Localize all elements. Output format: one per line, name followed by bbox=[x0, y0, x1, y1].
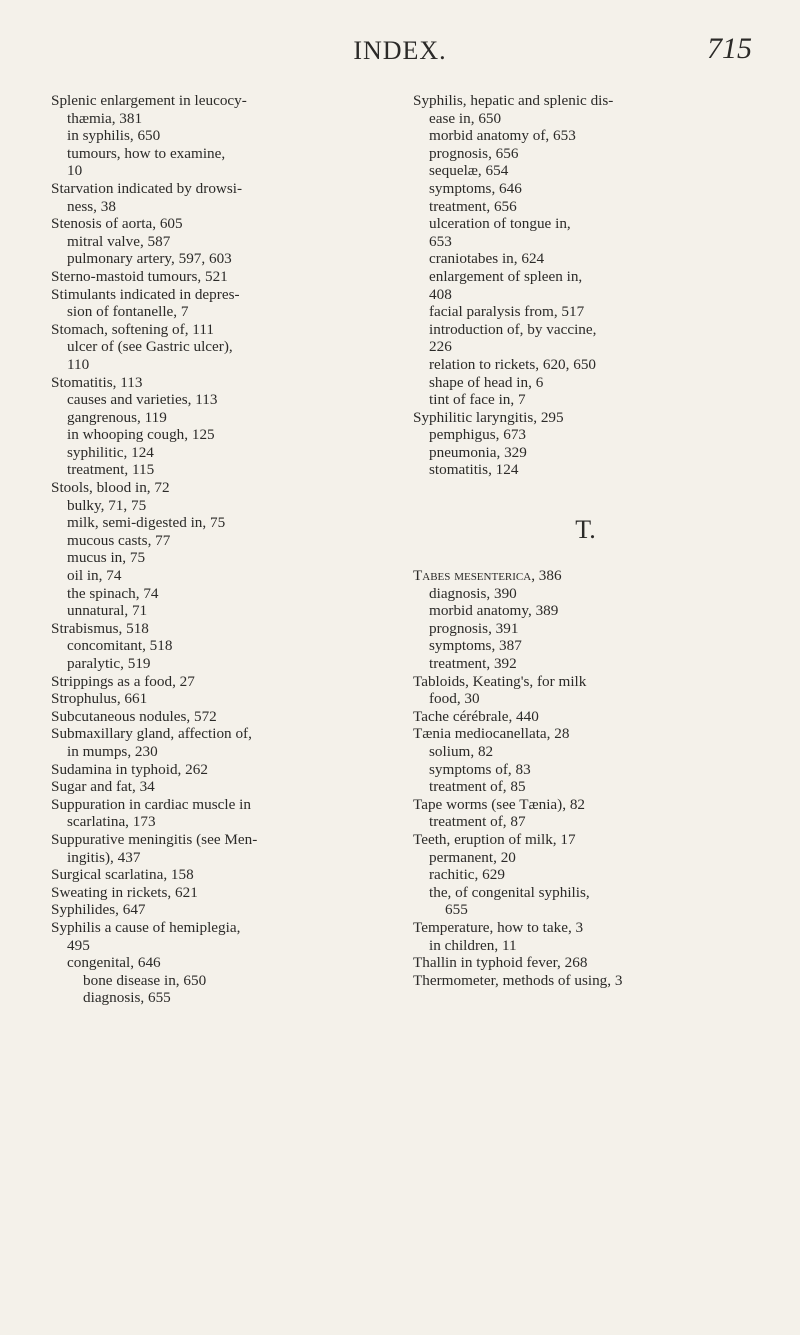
index-subentry: 408 bbox=[429, 285, 452, 303]
index-subentry: 655 bbox=[445, 901, 468, 919]
index-entry: Strophulus, 661 bbox=[51, 690, 148, 708]
index-entries-s bbox=[413, 92, 758, 479]
index-subentry: relation to rickets, 620, 650 bbox=[429, 355, 597, 373]
index-subentry: craniotabes in, 624 bbox=[429, 250, 545, 268]
index-entry: Sugar and fat, 34 bbox=[51, 778, 155, 796]
index-entry: Stomach, softening of, 111 bbox=[51, 320, 214, 338]
index-subentry: syphilitic, 124 bbox=[67, 443, 154, 461]
index-subentry: 653 bbox=[429, 232, 452, 250]
index-subentry: introduction of, by vaccine, bbox=[429, 320, 597, 338]
index-subentry: food, 30 bbox=[429, 690, 480, 708]
index-subentry: mucus in, 75 bbox=[67, 549, 146, 567]
index-subentry: pneumonia, 329 bbox=[429, 443, 527, 461]
index-subentry: 495 bbox=[67, 936, 90, 954]
index-subentry: tint of face in, 7 bbox=[429, 391, 526, 409]
index-subentry: permanent, 20 bbox=[429, 848, 516, 866]
index-entry: Tabes mesenterica, 386 bbox=[413, 567, 562, 585]
index-subentry: pulmonary artery, 597, 603 bbox=[67, 250, 232, 268]
index-entry: Temperature, how to take, 3 bbox=[413, 918, 584, 936]
index-subentry: concomitant, 518 bbox=[67, 637, 173, 655]
index-subentry: mitral valve, 587 bbox=[67, 232, 171, 250]
index-subentry: treatment, 392 bbox=[429, 655, 517, 673]
index-subentry: 226 bbox=[429, 338, 452, 356]
index-subentry: mucous casts, 77 bbox=[67, 531, 171, 549]
index-subentry: diagnosis, 655 bbox=[83, 989, 171, 1007]
index-subentry: ness, 38 bbox=[67, 197, 116, 215]
index-subentry: tumours, how to examine, bbox=[67, 144, 226, 162]
index-subentry: in syphilis, 650 bbox=[67, 127, 161, 145]
index-subentry: oil in, 74 bbox=[67, 567, 122, 585]
index-entry: Stenosis of aorta, 605 bbox=[51, 215, 183, 233]
index-subentry: thæmia, 381 bbox=[67, 109, 143, 127]
index-subentry: enlargement of spleen in, bbox=[429, 267, 583, 285]
index-entry: Tænia mediocanellata, 28 bbox=[413, 725, 570, 743]
index-subentry: treatment of, 85 bbox=[429, 778, 526, 796]
index-entry: Suppurative meningitis (see Men- bbox=[51, 830, 258, 848]
index-subentry: morbid anatomy of, 653 bbox=[429, 127, 576, 145]
index-entry: Syphilitic laryngitis, 295 bbox=[413, 408, 564, 426]
index-subentry: ulceration of tongue in, bbox=[429, 215, 571, 233]
index-entry: Stools, blood in, 72 bbox=[51, 479, 170, 497]
index-subentry: symptoms, 646 bbox=[429, 179, 522, 197]
index-subentry: in children, 11 bbox=[429, 936, 517, 954]
index-subentry: in whooping cough, 125 bbox=[67, 426, 215, 444]
section-letter: T. bbox=[575, 515, 596, 545]
index-subentry: ulcer of (see Gastric ulcer), bbox=[67, 338, 233, 356]
index-subentry: solium, 82 bbox=[429, 743, 494, 760]
index-entry: Subcutaneous nodules, 572 bbox=[51, 707, 217, 725]
index-entry: Thermometer, methods of using, 3 bbox=[413, 971, 623, 989]
index-subentry: prognosis, 391 bbox=[429, 619, 519, 637]
index-entry: Submaxillary gland, affection of, bbox=[51, 725, 252, 743]
index-subentry: sion of fontanelle, 7 bbox=[67, 303, 189, 321]
index-entry: Tape worms (see Tænia), 82 bbox=[413, 795, 586, 813]
index-subentry: facial paralysis from, 517 bbox=[429, 303, 585, 321]
index-subentry: the, of congenital syphilis, bbox=[429, 883, 590, 901]
index-subentry: morbid anatomy, 389 bbox=[429, 602, 559, 620]
index-subentry: treatment, 656 bbox=[429, 197, 517, 215]
index-subentry: ingitis), 437 bbox=[67, 848, 141, 866]
index-subentry: the spinach, 74 bbox=[67, 584, 159, 602]
index-entry: Thallin in typhoid fever, 268 bbox=[413, 954, 588, 972]
index-entry: Teeth, eruption of milk, 17 bbox=[413, 830, 576, 848]
index-entry: Splenic enlargement in leucocy- bbox=[51, 92, 247, 109]
index-entry: Syphilides, 647 bbox=[51, 901, 146, 919]
index-entry: Tache cérébrale, 440 bbox=[413, 707, 539, 725]
index-subentry: treatment of, 87 bbox=[429, 813, 526, 831]
index-entry: Surgical scarlatina, 158 bbox=[51, 866, 194, 884]
index-subentry: treatment, 115 bbox=[67, 461, 155, 479]
index-subentry: diagnosis, 390 bbox=[429, 584, 517, 602]
index-subentry: stomatitis, 124 bbox=[429, 461, 519, 479]
index-subentry: sequelæ, 654 bbox=[429, 162, 509, 180]
index-entry: Sweating in rickets, 621 bbox=[51, 883, 198, 901]
index-subentry: in mumps, 230 bbox=[67, 742, 158, 760]
index-subentry: 10 bbox=[67, 162, 83, 180]
index-entry: Syphilis, hepatic and splenic dis- bbox=[413, 92, 614, 109]
index-subentry: causes and varieties, 113 bbox=[67, 391, 218, 409]
index-subentry: ease in, 650 bbox=[429, 109, 502, 127]
index-subentry: pemphigus, 673 bbox=[429, 426, 527, 444]
index-entries-t bbox=[413, 567, 758, 989]
index-subentry: gangrenous, 119 bbox=[67, 408, 167, 426]
index-subentry: unnatural, 71 bbox=[67, 602, 148, 620]
index-column-right bbox=[413, 92, 758, 989]
index-subentry: rachitic, 629 bbox=[429, 866, 505, 884]
page-title: INDEX. bbox=[353, 36, 447, 65]
index-subentry: congenital, 646 bbox=[67, 954, 161, 972]
index-subentry: bulky, 71, 75 bbox=[67, 496, 147, 514]
index-subentry: prognosis, 656 bbox=[429, 144, 519, 162]
index-subentry: bone disease in, 650 bbox=[83, 971, 207, 989]
index-subentry: paralytic, 519 bbox=[67, 655, 151, 672]
index-subentry: scarlatina, 173 bbox=[67, 813, 156, 831]
page-number: 715 bbox=[707, 32, 752, 65]
index-subentry: symptoms, 387 bbox=[429, 637, 522, 655]
index-entry: Syphilis a cause of hemiplegia, bbox=[51, 918, 241, 936]
page-header bbox=[0, 32, 800, 66]
index-subentry: 110 bbox=[67, 355, 90, 373]
index-subentry: shape of head in, 6 bbox=[429, 373, 544, 391]
index-entry: Stimulants indicated in depres- bbox=[51, 285, 240, 303]
index-entry: Starvation indicated by drowsi- bbox=[51, 179, 243, 197]
index-entry: Suppuration in cardiac muscle in bbox=[51, 795, 251, 813]
index-entry: Tabloids, Keating's, for milk bbox=[413, 672, 587, 690]
index-subentry: symptoms of, 83 bbox=[429, 760, 531, 778]
index-subentry: milk, semi-digested in, 75 bbox=[67, 514, 226, 532]
index-column-left bbox=[51, 92, 391, 1007]
index-entry: Strabismus, 518 bbox=[51, 619, 149, 637]
index-entry: Sudamina in typhoid, 262 bbox=[51, 760, 208, 778]
index-entry: Sterno-mastoid tumours, 521 bbox=[51, 267, 228, 285]
index-entry: Stomatitis, 113 bbox=[51, 373, 143, 391]
index-entry: Strippings as a food, 27 bbox=[51, 672, 195, 690]
